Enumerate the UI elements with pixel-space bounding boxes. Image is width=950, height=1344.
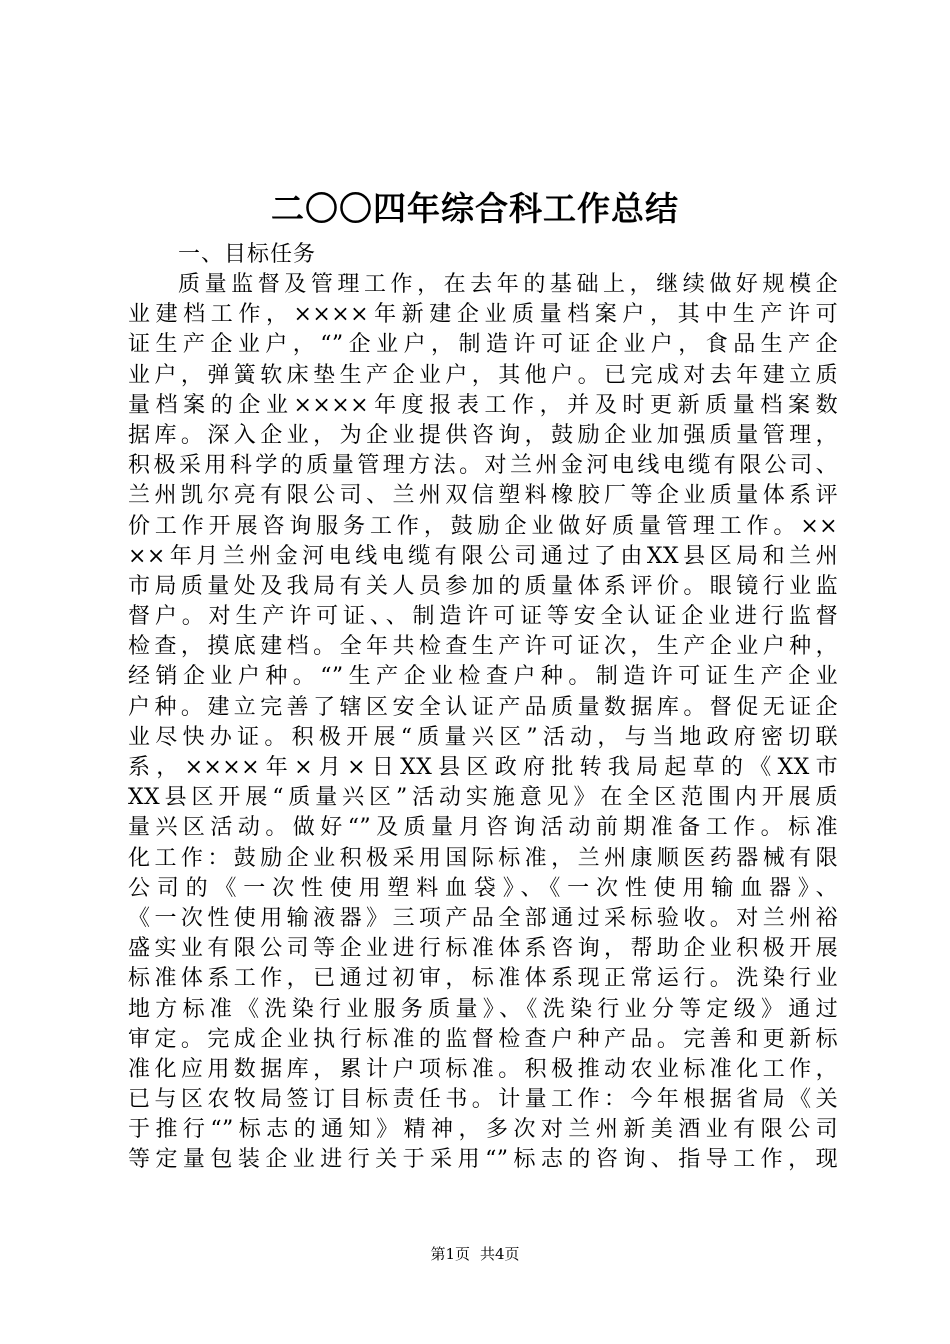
page-number: 第1页 <box>430 1245 470 1263</box>
body-line: 业户，弹簧软床垫生产企业户，其他户。已完成对去年建立质 <box>128 362 838 388</box>
body-line: XX县区开展“质量兴区”活动实施意见》在全区范围内开展质 <box>128 785 838 811</box>
body-line: 于推行“”标志的通知》精神，多次对兰州新美酒业有限公司 <box>128 1117 838 1143</box>
body-line: 业尽快办证。积极开展“质量兴区”活动，与当地政府密切联 <box>128 724 838 750</box>
body-line: 盛实业有限公司等企业进行标准体系咨询，帮助企业积极开展 <box>128 936 838 962</box>
body-line: 标准体系工作，已通过初审，标准体系现正常运行。洗染行业 <box>128 966 838 992</box>
body-line: 积极采用科学的质量管理方法。对兰州金河电线电缆有限公司、 <box>128 453 838 479</box>
body-line: 价工作开展咨询服务工作，鼓励企业做好质量管理工作。×× <box>128 513 838 539</box>
body-line: 等定量包装企业进行关于采用“”标志的咨询、指导工作，现 <box>128 1147 838 1173</box>
body-line: ××年月兰州金河电线电缆有限公司通过了由XX县区局和兰州 <box>128 543 838 569</box>
body-line: 兰州凯尔亮有限公司、兰州双信塑料橡胶厂等企业质量体系评 <box>128 483 838 509</box>
body-line: 业建档工作，××××年新建企业质量档案户，其中生产许可 <box>128 302 838 328</box>
body-text <box>128 270 838 1176</box>
page-total: 共4页 <box>480 1245 520 1263</box>
body-line: 审定。完成企业执行标准的监督检查户种产品。完善和更新标 <box>128 1026 838 1052</box>
body-line: 经销企业户种。“”生产企业检查户种。制造许可证生产企业 <box>128 664 838 690</box>
body-line: 公司的《一次性使用塑料血袋》、《一次性使用输血器》、 <box>128 875 838 901</box>
body-line: 检查，摸底建档。全年共检查生产许可证次，生产企业户种， <box>128 634 838 660</box>
body-line: 市局质量处及我局有关人员参加的质量体系评价。眼镜行业监 <box>128 573 838 599</box>
section-heading: 一、目标任务 <box>178 242 317 267</box>
body-line: 户种。建立完善了辖区安全认证产品质量数据库。督促无证企 <box>128 694 838 720</box>
body-line: 《一次性使用输液器》三项产品全部通过采标验收。对兰州裕 <box>128 905 838 931</box>
page-footer <box>0 1244 950 1264</box>
body-line: 量兴区活动。做好“”及质量月咨询活动前期准备工作。标准 <box>128 815 838 841</box>
body-line: 量档案的企业××××年度报表工作，并及时更新质量档案数 <box>128 392 838 418</box>
document-title: 二〇〇四年综合科工作总结 <box>271 189 679 228</box>
body-line: 据库。深入企业，为企业提供咨询，鼓励企业加强质量管理， <box>128 422 838 448</box>
body-line: 督户。对生产许可证、、制造许可证等安全认证企业进行监督 <box>128 604 838 630</box>
body-line: 已与区农牧局签订目标责任书。计量工作：今年根据省局《关 <box>128 1087 838 1113</box>
body-line: 准化应用数据库，累计户项标准。积极推动农业标准化工作， <box>128 1056 838 1082</box>
body-line: 化工作：鼓励企业积极采用国际标准，兰州康顺医药器械有限 <box>128 845 838 871</box>
body-line: 系，××××年×月×日XX县区政府批转我局起草的《XX市 <box>128 755 838 780</box>
body-line: 质量监督及管理工作，在去年的基础上，继续做好规模企 <box>178 272 838 297</box>
body-line: 证生产企业户，“”企业户，制造许可证企业户，食品生产企 <box>128 332 838 358</box>
body-line: 地方标准《洗染行业服务质量》、《洗染行业分等定级》通过 <box>128 996 838 1022</box>
